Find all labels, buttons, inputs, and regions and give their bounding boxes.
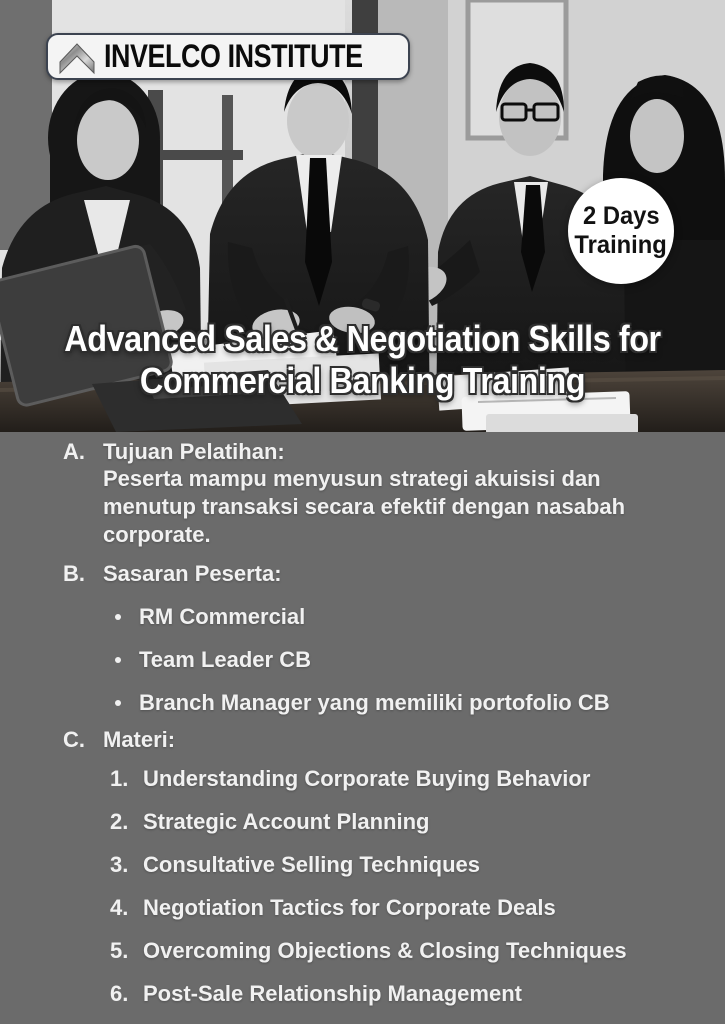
bullet-item (115, 689, 705, 716)
invelco-logo-icon (56, 37, 98, 77)
bullet-item (115, 603, 705, 630)
item-number: 6. (110, 981, 129, 1006)
item-text: Understanding Corporate Buying Behavior (143, 766, 591, 791)
section-heading: Materi: (103, 727, 176, 752)
materi-item (110, 765, 705, 792)
bullet-text: Team Leader CB (139, 647, 311, 672)
section-sasaran-peserta (63, 560, 705, 716)
tujuan-paragraph (103, 465, 705, 549)
logo-badge (46, 33, 410, 80)
item-text: Consultative Selling Techniques (143, 852, 480, 877)
item-number: 2. (110, 809, 129, 834)
bullet-item (115, 646, 705, 673)
paragraph-line: Peserta mampu menyusun strategi akuisisi dan (103, 466, 601, 491)
days-badge-line1: 2 Days (582, 202, 660, 230)
bullet-dot-icon (115, 700, 139, 706)
title-line-2: Commercial Banking Training (139, 360, 586, 401)
item-text: Strategic Account Planning (143, 809, 430, 834)
materi-item (110, 851, 705, 878)
section-heading: Tujuan Pelatihan: (103, 439, 285, 464)
item-number: 3. (110, 852, 129, 877)
section-heading: Sasaran Peserta: (103, 561, 282, 586)
poster-title (0, 318, 725, 402)
item-number: 5. (110, 938, 129, 963)
paragraph-line: menutup transaksi secara efektif dengan nasabah (103, 494, 626, 519)
section-tujuan-pelatihan (63, 438, 705, 549)
item-text: Post-Sale Relationship Management (143, 981, 522, 1006)
item-text: Overcoming Objections & Closing Techniques (143, 938, 627, 963)
section-label: A. (63, 439, 85, 464)
item-text: Negotiation Tactics for Corporate Deals (143, 895, 556, 920)
item-number: 4. (110, 895, 129, 920)
logo-text: INVELCO INSTITUTE (104, 38, 363, 74)
materi-item (110, 937, 705, 964)
materi-item (110, 894, 705, 921)
days-training-badge (568, 178, 674, 284)
bullet-text: Branch Manager yang memiliki portofolio CB (139, 690, 610, 715)
title-line-1: Advanced Sales & Negotiation Skills for (64, 318, 661, 359)
bullet-text: RM Commercial (139, 604, 306, 629)
bullet-dot-icon (115, 614, 139, 620)
paragraph-line: corporate. (103, 522, 211, 547)
section-label: B. (63, 561, 85, 586)
bullet-dot-icon (115, 657, 139, 663)
item-number: 1. (110, 766, 129, 791)
section-materi (63, 726, 705, 1007)
days-badge-line2: Training (574, 231, 668, 259)
poster-body (0, 432, 725, 1024)
materi-item (110, 808, 705, 835)
section-label: C. (63, 727, 85, 752)
materi-item (110, 980, 705, 1007)
